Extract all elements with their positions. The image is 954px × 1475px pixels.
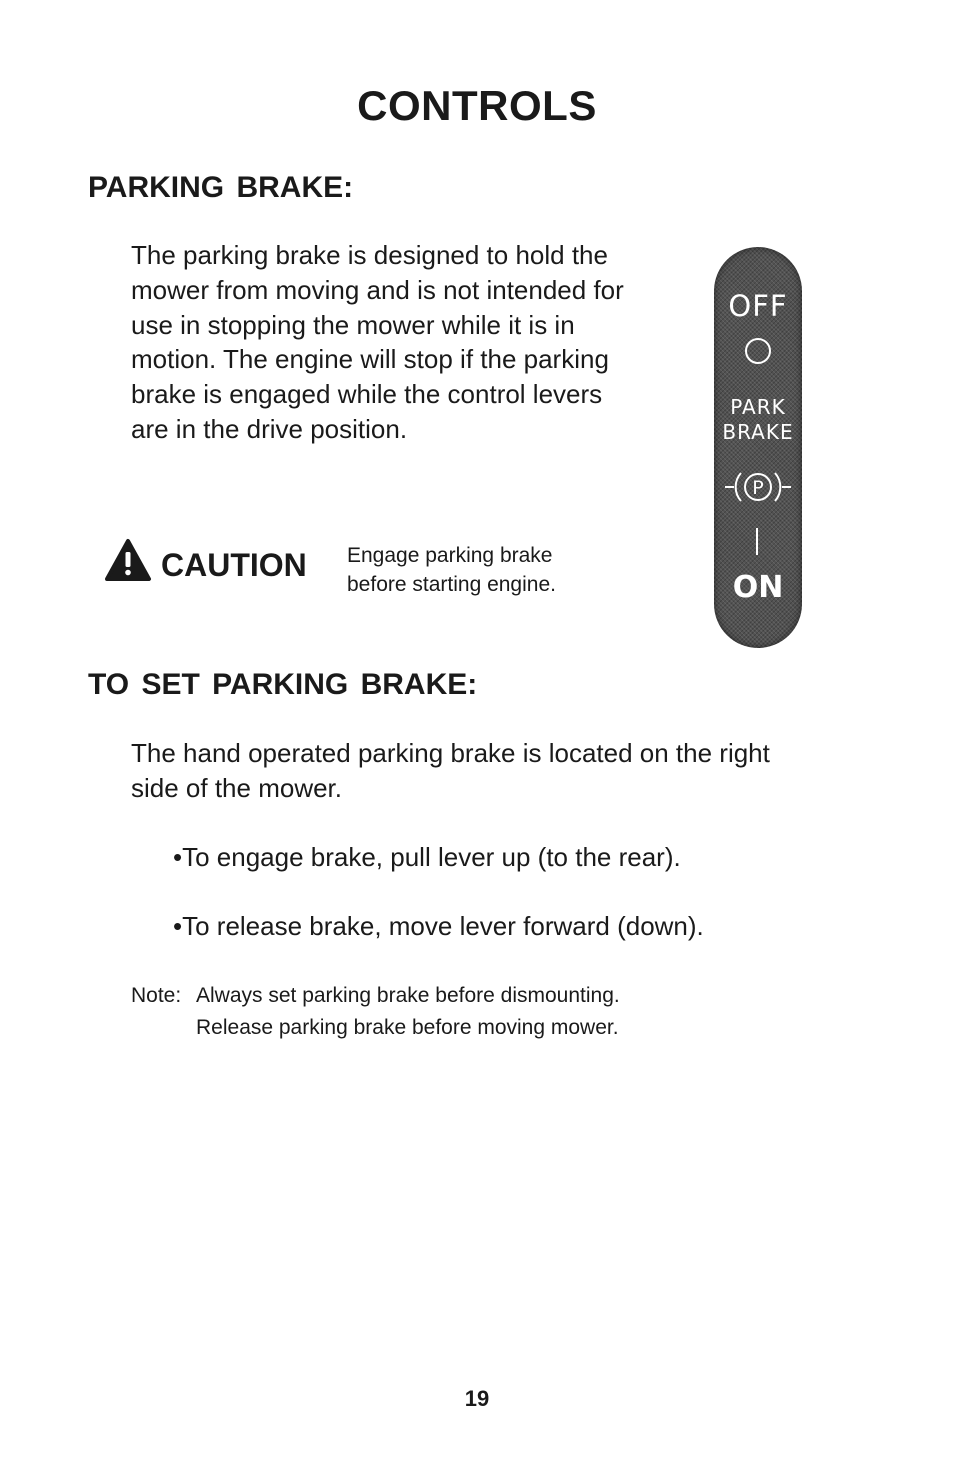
park-label: PARK [730,395,786,419]
caution-message-line1: Engage parking brake [347,544,553,567]
caution-message [347,541,607,599]
on-label: ON [732,570,784,605]
page-title: CONTROLS [357,82,597,129]
set-parking-brake-heading: TO SET PARKING BRAKE: [88,668,478,701]
note-label: Note: [131,984,182,1007]
note-text [196,980,816,1044]
park-brake-decal [714,247,802,648]
note-line2: Release parking brake before moving mower. [196,1016,619,1039]
parking-brake-description: The parking brake is designed to hold the mower from moving and is not intended for use in stopping the mower while it is in motion. The engine will stop if the parking brake is engaged while the control levers are in the drive position. [131,240,624,444]
p-symbol: P [752,477,764,499]
caution-message-line2: before starting engine. [347,573,556,596]
caution-label: CAUTION [161,547,307,583]
bullet-release: •To release brake, move lever forward (down). [173,911,704,941]
page-number: 19 [464,1386,490,1411]
off-label: OFF [728,289,788,323]
parking-brake-heading: PARKING BRAKE: [88,171,354,204]
note-line1: Always set parking brake before dismounting. [196,984,620,1007]
warning-triangle-icon [104,538,152,582]
on-line-icon [756,528,758,555]
brake-label: BRAKE [722,420,794,444]
bullet-engage: •To engage brake, pull lever up (to the rear). [173,842,681,872]
park-brake-p-icon [724,465,792,509]
set-parking-brake-description: The hand operated parking brake is located on the right side of the mower. [131,738,770,803]
off-circle-icon [745,338,771,364]
